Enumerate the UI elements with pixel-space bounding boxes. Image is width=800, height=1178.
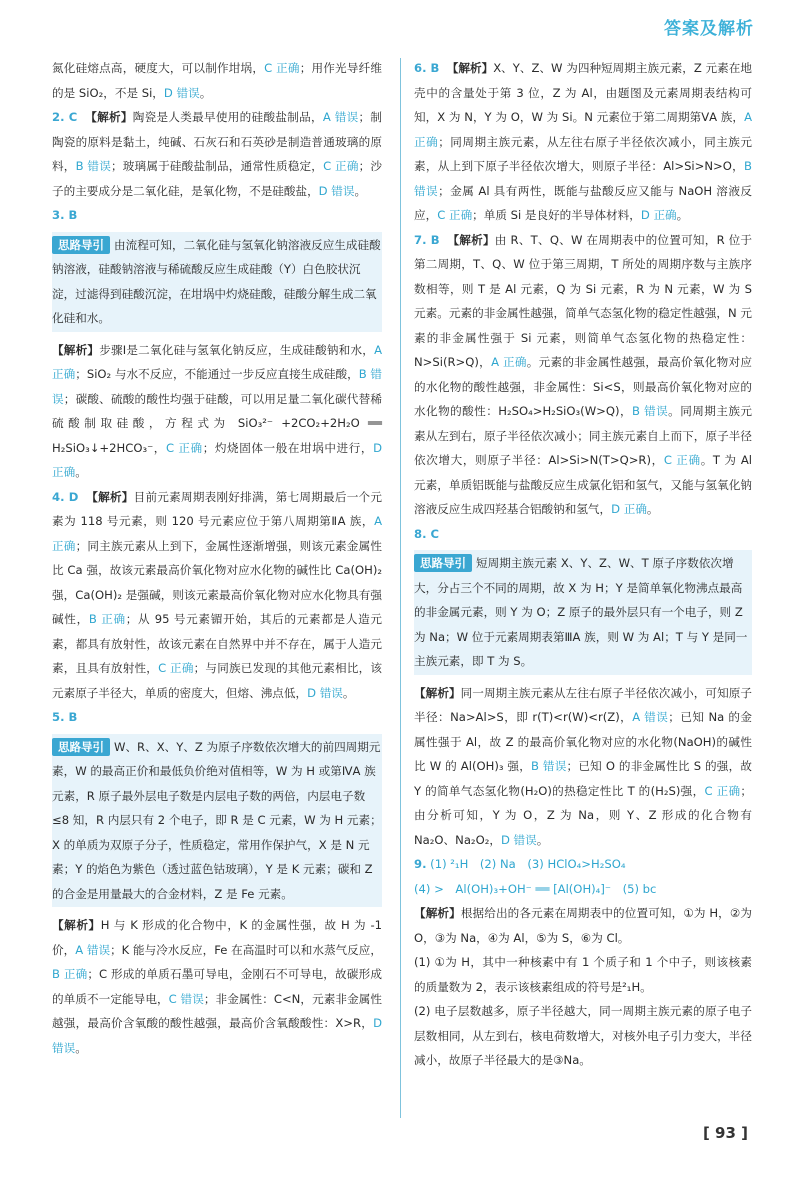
question-number: 4. D bbox=[52, 489, 79, 504]
thinking-guide-label: 思路导引 bbox=[52, 236, 110, 254]
question-number: 2. C bbox=[52, 110, 78, 124]
thinking-guide-box bbox=[414, 550, 752, 675]
thinking-guide-label: 思路导引 bbox=[52, 738, 110, 756]
answer-4: 4. D 【解析】目前元素周期表刚好排满，第七周期最后一个元素为 118 号元素，则 120 号元素应位于第八周期第ⅡA 族，A 正确；同主族元素从上到下，金属性逐渐增强，则该元素金属性比 Ca 强，故该元素最高价氧化物对应水化物的碱性比 Ca(OH)₂ 强，Ca(OH)₂ 是强碱，则该元素最高价氧化物对应水化物具有强碱性，B 正确；从 95 号元素镅开始，其后的元素都是人造元素，都具有放射性，故该元素在自然界中并不存在，属于人造元素，且具有放射性，C 正确；与同族已发现的其他元素相比，该元素原子半径大，单质的密度大，但熔、沸点低，D 错误。 bbox=[52, 489, 382, 700]
page-number: [ 93 ] bbox=[702, 1124, 748, 1142]
answer-2: 2. C 【解析】陶瓷是人类最早使用的硅酸盐制品，A 错误；制陶瓷的原料是黏土，纯碱、石灰石和石英砂是制造普通玻璃的原料，B 错误；玻璃属于硅酸盐制品，通常性质稳定，C 正确；沙子的主要成分是二氧化硅，是氧化物，不是硅酸盐，D 错误。 bbox=[52, 110, 383, 198]
answer-5-number: 5. B bbox=[52, 710, 78, 724]
answer-9-analysis: 【解析】根据给出的各元素在周期表中的位置可知，①为 H，②为 O，③为 Na，④为 Al，⑤为 S，⑥为 Cl。 bbox=[414, 906, 752, 945]
answer-6: 6. B 【解析】X、Y、Z、W 为四种短周期主族元素，Z 元素在地壳中的含量处于第 3 位，Z 为 Al，由题图及元素周期表结构可知，X 为 N，Y 为 O，W 为 Si。N 元素位于第二周期第ⅤA 族，A 正确；同周期主族元素，从左往右原子半径依次减小，同主族元素，从上到下原子半径依次增大，则原子半径：Al>Si>N>O，B 错误；金属 Al 具有两性，既能与盐酸反应又能与 NaOH 溶液反应，C 正确；单质 Si 是良好的半导体材料，D 正确。 bbox=[414, 61, 752, 222]
question-number: 6. B bbox=[414, 61, 440, 75]
thinking-guide-box bbox=[52, 232, 382, 332]
section-title: 答案及解析 bbox=[664, 19, 754, 39]
thinking-guide-text: 由流程可知，二氧化硅与氢氧化钠溶液反应生成硅酸钠溶液，硅酸钠溶液与稀硫酸反应生成硅酸（Y）白色胶状沉淀，过滤得到硅酸沉淀，在坩埚中灼烧硅酸，硅酸分解生成二氧化硅和水。 bbox=[52, 237, 381, 325]
answer-5-analysis: 【解析】H 与 K 形成的化合物中，K 的金属性强，故 H 为 -1 价，A 错误；K 能与冷水反应，Fe 在高温时可以和水蒸气反应，B 正确；C 形成的单质石墨可导电，金刚石不可导电，故碳形成的单质不一定能导电，C 错误；非金属性：C<N，元素非金属性越强，最高价含氧酸的酸性越强，最高价含氧酸酸性：X>R，D 错误。 bbox=[52, 918, 382, 1055]
answer-8-number: 8. C bbox=[414, 526, 440, 541]
answer-3-analysis: 【解析】步骤Ⅰ是二氧化硅与氢氧化钠反应，生成硅酸钠和水，A 正确；SiO₂ 与水不反应，不能通过一步反应直接生成硅酸，B 错误；碳酸、硫酸的酸性均强于硅酸，可以用足量二氧化碳代替稀硫酸制取硅酸，方程式为 SiO₃²⁻ +2CO₂+2H₂O ══ H₂SiO₃↓+2HCO₃⁻，C 正确；灼烧固体一般在坩埚中进行，D 正确。 bbox=[52, 342, 383, 479]
thinking-guide-text: 短周期主族元素 X、Y、Z、W、T 原子序数依次增大，分占三个不同的周期，故 X 为 H；Y 是简单氧化物沸点最高的非金属元素，则 Y 为 O；Z 原子的最外层只有一个电子，则 Z 为 Na；W 位于元素周期表第ⅢA 族，则 W 为 Al；T 与 Y 是同一主族元素，即 T 为 S。 bbox=[414, 556, 748, 668]
thinking-guide-box bbox=[52, 734, 382, 908]
thinking-guide-text: W、R、X、Y、Z 为原子序数依次增大的前四周期元素，W 的最高正价和最低负价绝对值相等，W 为 H 或第ⅣA 族元素，R 原子最外层电子数是内层电子数的两倍，内层电子数≤8 知，R 内层只有 2 个电子，即 R 是 C 元素，W 为 H 元素；X 的单质为双原子分子，性质稳定，常用作保护气，X 是 N 元素；Y 的焰色为紫色（透过蓝色钴玻璃），Y 是 K 元素；碳和 Z 的合金是用量最大的合金材料，Z 是 Fe 元素。 bbox=[52, 739, 382, 901]
answer-9-line-2: (4) > Al(OH)₃+OH⁻ ══ [Al(OH)₄]⁻ (5) bc bbox=[414, 881, 657, 896]
left-column bbox=[52, 56, 382, 1060]
answer-9-part-2: (2) 电子层数越多，原子半径越大，同一周期主族元素的原子电子层数相同，从左到右，核电荷数增大，对核外电子引力变大，半径减小，故原子半径最大的是③Na。 bbox=[414, 1004, 752, 1067]
right-column bbox=[414, 56, 752, 1073]
answer-1-continued: 氮化硅熔点高，硬度大，可以制作坩埚，C 正确；用作光导纤维的是 SiO₂，不是 Si，D 错误。 bbox=[52, 61, 382, 100]
question-number: 7. B bbox=[414, 232, 440, 247]
column-divider bbox=[400, 58, 401, 1118]
question-number: 9. bbox=[414, 857, 427, 871]
answer-8-analysis: 【解析】同一周期主族元素从左往右原子半径依次减小，可知原子半径：Na>Al>S，即 r(T)<r(W)<r(Z)，A 错误；已知 Na 的金属性强于 Al，故 Z 的最高价氧化物对应的水化物(NaOH)的碱性比 W 的 Al(OH)₃ 强，B 错误；已知 O 的非金属性比 S 的强，故 Y 的简单气态氢化物(H₂O)的热稳定性比 T 的(H₂S)强，C 正确；由分析可知，Y 为 O，Z 为 Na，则 Y、Z 形成的化合物有 Na₂O、Na₂O₂，D 错误。 bbox=[414, 685, 753, 847]
thinking-guide-label: 思路导引 bbox=[414, 554, 472, 572]
answer-7: 7. B 【解析】由 R、T、Q、W 在周期表中的位置可知，R 位于第二周期，T、Q、W 位于第三周期，T 所处的周期序数与主族序数相等，则 T 是 Al 元素，Q 为 Si 元素，R 为 N 元素，W 为 S 元素。元素的非金属性越强，简单气态氢化物的稳定性越强，N 元素的非金属性强于 Si 元素，则简单气态氢化物的热稳定性：N>Si(R>Q)，A 正确。元素的非金属性越强，最高价氧化物对应的水化物的酸性越强，非金属性：Si<S，则最高价氧化物对应的水化物的酸性：H₂SO₄>H₂SiO₃(W>Q)，B 错误。同周期主族元素从左到右，原子半径依次减小；同主族元素自上而下，原子半径依次增大，则原子半径：Al>Si>N(T>Q>R)，C 正确。T 为 Al 元素，单质铝既能与盐酸反应生成氯化铝和氢气，又能与氢氧化钠溶液反应生成四羟基合铝酸钠和氢气，D 正确。 bbox=[414, 232, 753, 516]
answer-3-number: 3. B bbox=[52, 208, 78, 222]
answer-9-part-1: (1) ①为 H，其中一种核素中有 1 个质子和 1 个中子，则该核素的质量数为 2，表示该核素组成的符号是²₁H。 bbox=[414, 955, 752, 994]
answer-9-line-1: 9. (1) ²₁H (2) Na (3) HClO₄>H₂SO₄ bbox=[414, 857, 626, 871]
